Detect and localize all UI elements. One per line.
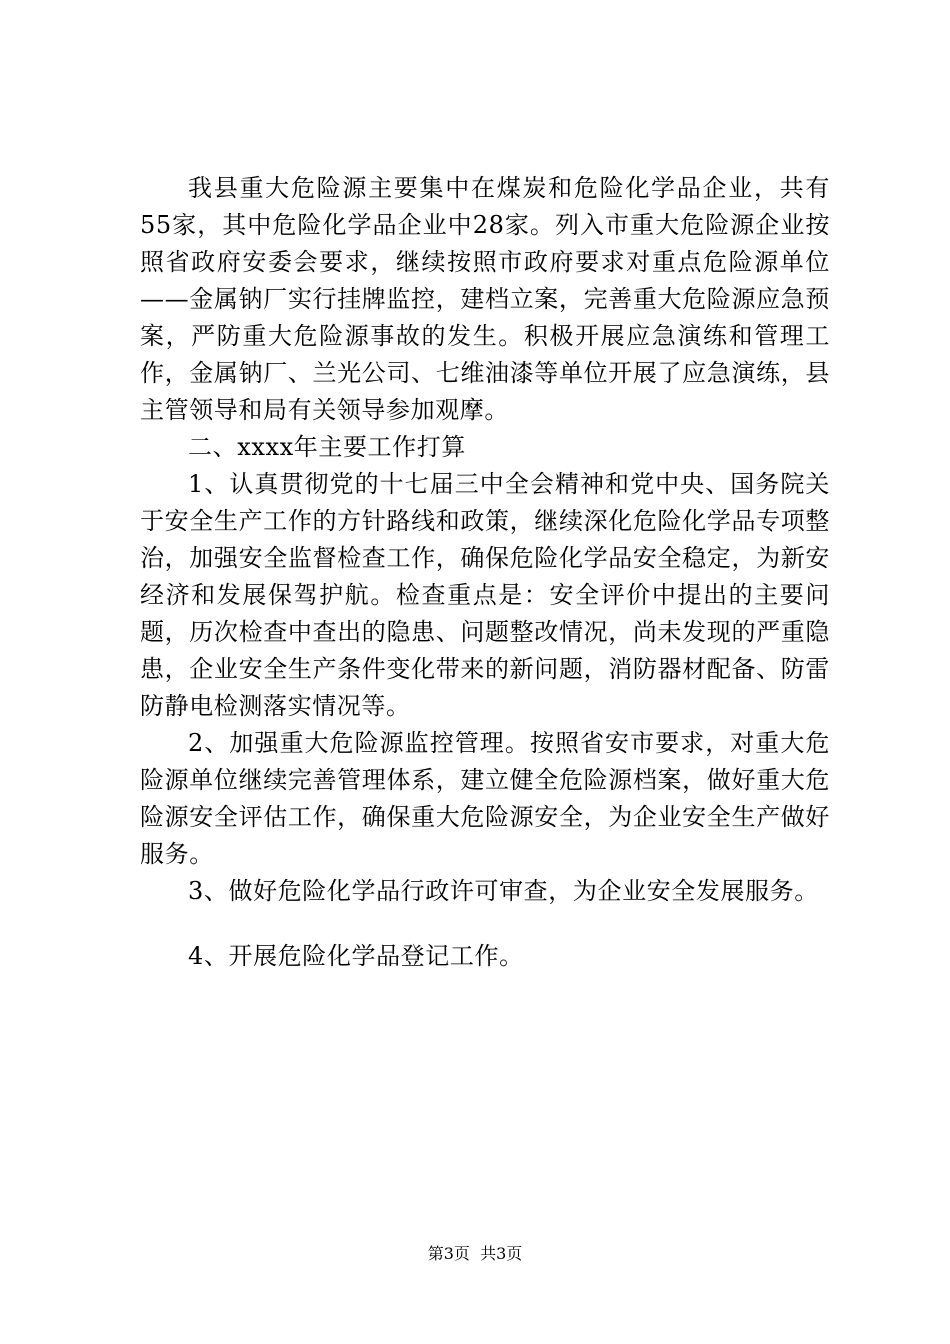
paragraph-item-2: 2、加强重大危险源监控管理。按照省安市要求，对重大危险源单位继续完善管理体系，建立健全危险源档案，做好重大危险源安全评估工作，确保重大危险源安全，为企业安全生产做好服务。 xyxy=(140,729,830,868)
paragraph-major-hazards: 我县重大危险源主要集中在煤炭和危险化学品企业，共有55家，其中危险化学品企业中28家。列入市重大危险源企业按照省政府安委会要求，继续按照市政府要求对重点危险源单位——金属钠厂实行挂牌监控，建档立案，完善重大危险源应急预案，严防重大危险源事故的发生。积极开展应急演练和管理工作，金属钠厂、兰光公司、七维油漆等单位开展了应急演练，县主管领导和局有关领导参加观摩。 xyxy=(140,174,830,424)
page-number-label: 第3页 共3页 xyxy=(427,1244,523,1263)
paragraph-item-3: 3、做好危险化学品行政许可审查，为企业安全发展服务。 xyxy=(188,877,819,905)
document-body xyxy=(140,170,830,975)
paragraph-item-1: 1、认真贯彻党的十七届三中全会精神和党中央、国务院关于安全生产工作的方针路线和政策，继续深化危险化学品专项整治，加强安全监督检查工作，确保危险化学品安全稳定，为新安经济和发展保驾护航。检查重点是：安全评价中提出的主要问题，历次检查中查出的隐患、问题整改情况，尚未发现的严重隐患，企业安全生产条件变化带来的新问题，消防器材配备、防雷防静电检测落实情况等。 xyxy=(140,470,830,720)
page-footer xyxy=(0,1244,950,1264)
section-heading-work-plan: 二、xxxx年主要工作打算 xyxy=(188,433,466,461)
paragraph-item-4: 4、开展危险化学品登记工作。 xyxy=(188,942,524,970)
